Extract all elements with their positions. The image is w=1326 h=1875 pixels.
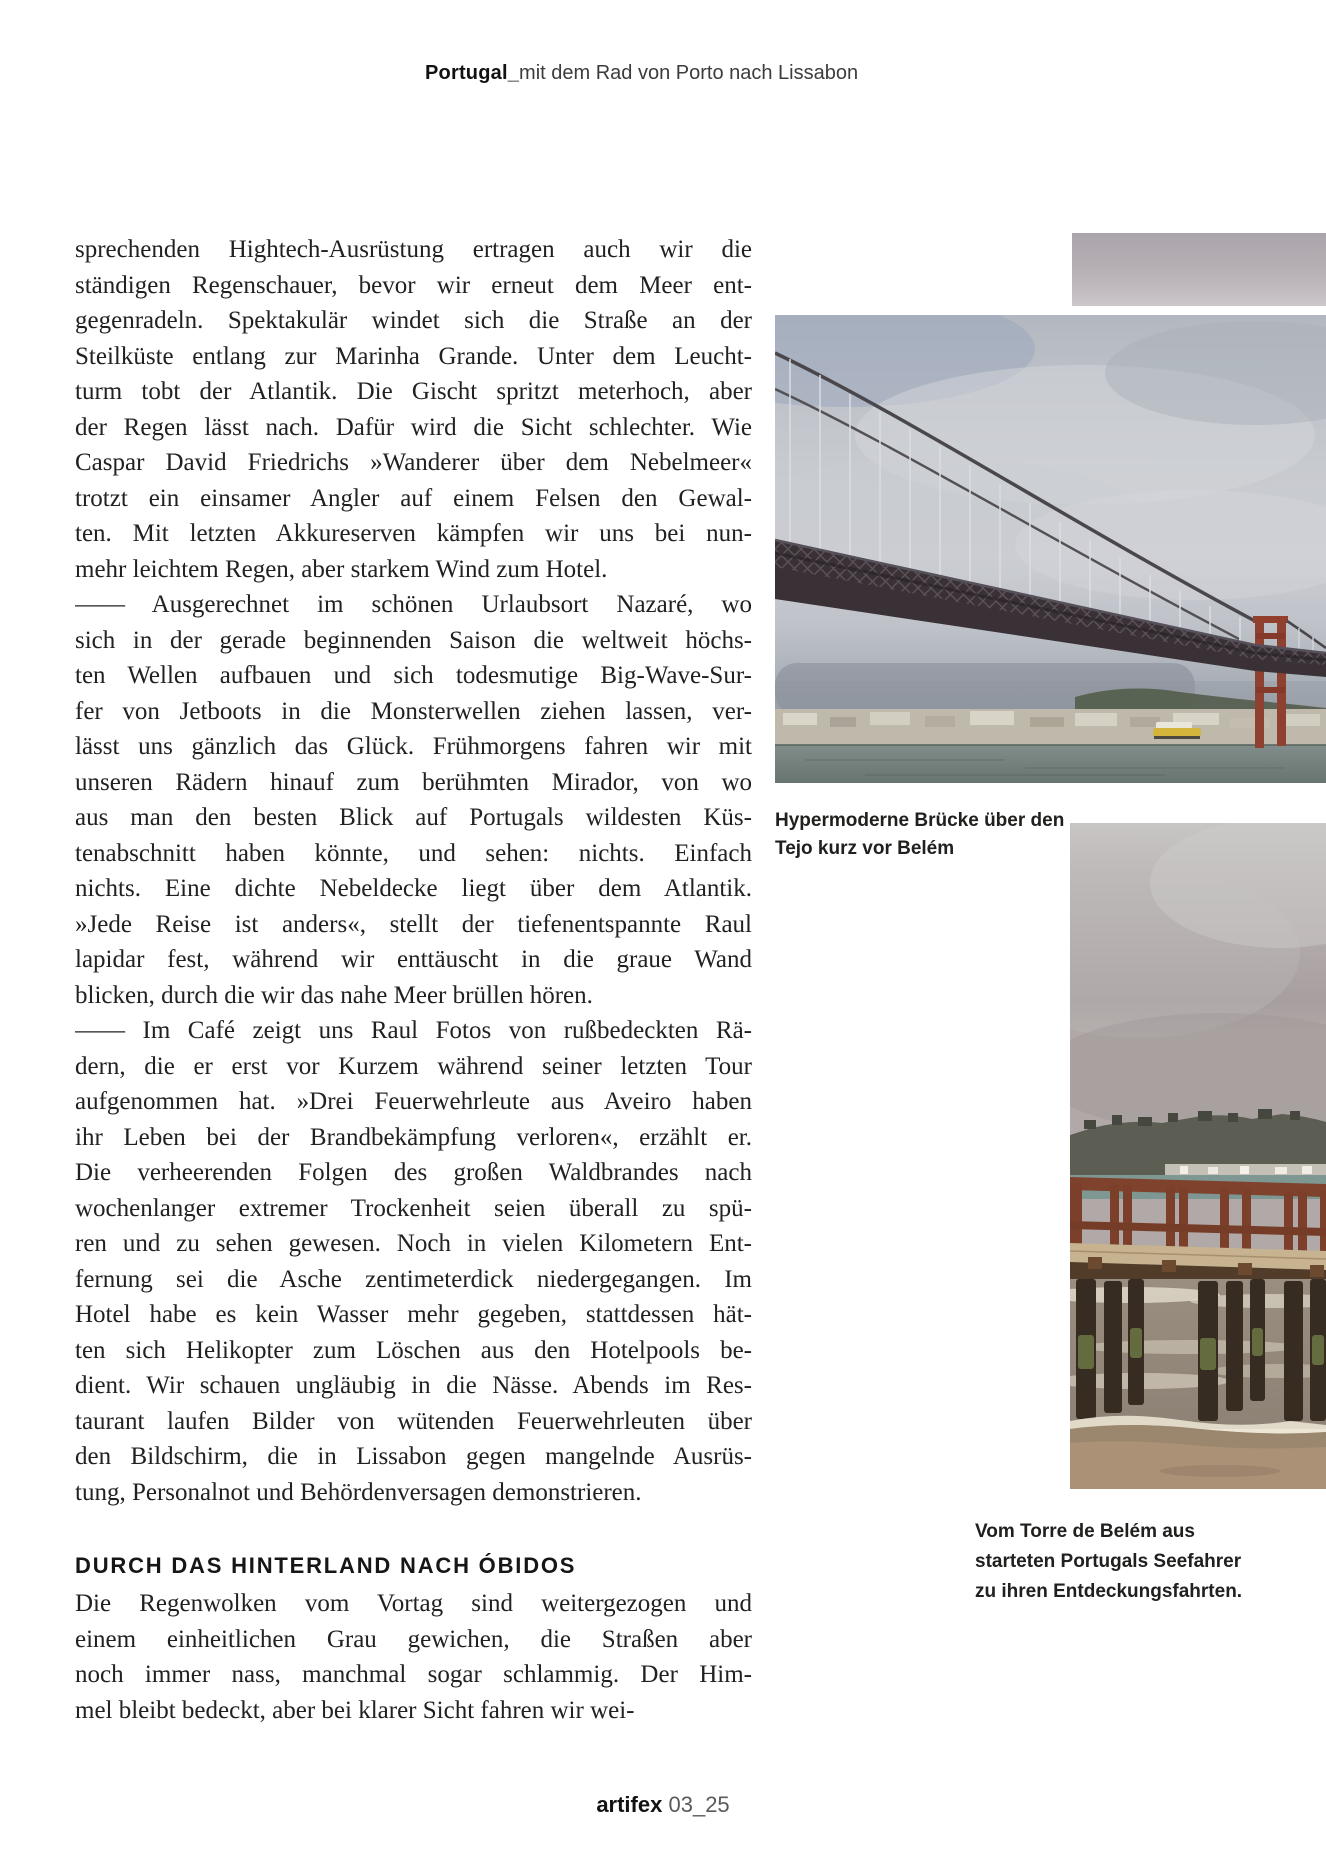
- text-line: wochenlanger extremer Trockenheit seien überall zu spü-: [75, 1194, 752, 1222]
- text-line: lapidar fest, während wir enttäuscht in die graue Wand: [75, 946, 752, 973]
- bridge-photo-illustration: [775, 315, 1326, 783]
- pier-photo: [1070, 823, 1326, 1489]
- text-line: Caspar David Friedrichs »Wanderer über dem Nebelmeer«: [75, 449, 752, 476]
- magazine-title: artifex: [596, 1792, 663, 1817]
- running-head-topic: Portugal_: [425, 62, 520, 84]
- text-line: einem einheitlichen Grau gewichen, die Straßen aber: [75, 1625, 752, 1653]
- text-line: taurant laufen Bilder von wütenden Feuerwehrleuten über: [75, 1407, 752, 1435]
- text-line: ren und zu sehen gewesen. Noch in vielen Kilometern Ent-: [75, 1230, 752, 1257]
- text-line: »Jede Reise ist anders«, stellt der tiefenentspannte Raul: [75, 910, 752, 938]
- text-line: lässt uns gänzlich das Glück. Frühmorgens fahren wir mit: [75, 733, 752, 760]
- text-line: tung, Personalnot und Behördenversagen demonstrieren.: [75, 1478, 642, 1506]
- text-line: trotzt ein einsamer Angler auf einem Felsen den Gewal-: [75, 484, 752, 512]
- text-line: Hypermoderne Brücke über den: [775, 810, 1065, 831]
- text-line: den Bildschirm, die in Lissabon gegen mangelnde Ausrüs-: [75, 1443, 752, 1470]
- text-line: der Regen lässt nach. Dafür wird die Sicht schlechter. Wie: [75, 413, 752, 441]
- paragraph: [75, 1013, 752, 1510]
- text-line: ihr Leben bei der Brandbekämpfung verloren«, erzählt er.: [75, 1123, 752, 1151]
- text-line: Tejo kurz vor Belém: [775, 838, 955, 859]
- text-line: sprechenden Hightech-Ausrüstung ertragen auch wir die: [75, 236, 752, 263]
- text-line: Die verheerenden Folgen des großen Waldbrandes nach: [75, 1159, 752, 1186]
- issue-number: 03_25: [668, 1792, 730, 1817]
- text-line: aufgenommen hat. »Drei Feuerwehrleute aus Aveiro haben: [75, 1088, 752, 1115]
- text-line: tenabschnitt haben könnte, und sehen: nichts. Einfach: [75, 839, 752, 867]
- paragraph: [75, 232, 752, 587]
- pier-caption: [975, 1517, 1275, 1607]
- text-line: aus man den besten Blick auf Portugals wildesten Küs-: [75, 804, 752, 831]
- text-line: unseren Rädern hinauf zum berühmten Mirador, von wo: [75, 768, 752, 796]
- text-line: blicken, durch die wir das nahe Meer brüllen hören.: [75, 981, 593, 1009]
- text-line: turm tobt der Atlantik. Die Gischt spritzt meterhoch, aber: [75, 378, 752, 405]
- text-line: fer von Jetboots in die Monsterwellen ziehen lassen, ver-: [75, 697, 752, 725]
- text-line: mehr leichtem Regen, aber starkem Wind zum Hotel.: [75, 555, 608, 583]
- running-head: [425, 62, 858, 85]
- text-line: ten Wellen aufbauen und sich todesmutige Big-Wave-Sur-: [75, 662, 752, 689]
- text-line: dient. Wir schauen ungläubig in die Nässe. Abends im Res-: [75, 1372, 752, 1399]
- text-line: —— Im Café zeigt uns Raul Fotos von rußbedeckten Rä-: [75, 1017, 752, 1044]
- pier-photo-illustration: [1070, 823, 1326, 1489]
- bridge-photo: [775, 315, 1326, 783]
- page-footer: [0, 1792, 1326, 1818]
- text-line: ten sich Helikopter zum Löschen aus den Hotelpools be-: [75, 1336, 752, 1364]
- text-line: starteten Portugals Seefahrer: [975, 1551, 1242, 1572]
- text-line: Hotel habe es kein Wasser mehr gegeben, stattdessen hät-: [75, 1301, 752, 1328]
- running-head-subtitle: mit dem Rad von Porto nach Lissabon: [519, 62, 859, 84]
- text-line: noch immer nass, manchmal sogar schlammig. Der Him-: [75, 1661, 752, 1688]
- section-heading: DURCH DAS HINTERLAND NACH ÓBIDOS: [75, 1553, 577, 1578]
- paragraph: [75, 1586, 752, 1728]
- text-line: nichts. Eine dichte Nebeldecke liegt über dem Atlantik.: [75, 875, 752, 902]
- text-line: dern, die er erst vor Kurzem während seiner letzten Tour: [75, 1052, 752, 1080]
- text-line: Steilküste entlang zur Marinha Grande. Unter dem Leucht-: [75, 342, 752, 370]
- text-line: Die Regenwolken vom Vortag sind weitergezogen und: [75, 1590, 752, 1617]
- photo-fragment-top: [1072, 233, 1326, 306]
- text-line: fernung sei die Asche zentimeterdick niedergegangen. Im: [75, 1265, 752, 1293]
- text-line: zu ihren Entdeckungsfahrten.: [975, 1581, 1243, 1602]
- bridge-caption: [775, 807, 1105, 863]
- text-line: ten. Mit letzten Akkureserven kämpfen wir uns bei nun-: [75, 520, 752, 547]
- text-line: mel bleibt bedeckt, aber bei klarer Sicht fahren wir wei-: [75, 1696, 635, 1724]
- text-line: —— Ausgerechnet im schönen Urlaubsort Nazaré, wo: [75, 591, 752, 618]
- paragraph: [75, 587, 752, 1013]
- text-line: gegenradeln. Spektakulär windet sich die Straße an der: [75, 307, 752, 334]
- text-line: Vom Torre de Belém aus: [975, 1521, 1195, 1542]
- article-body: [75, 232, 752, 1728]
- text-line: sich in der gerade beginnenden Saison die weltweit höchs-: [75, 626, 752, 654]
- text-line: ständigen Regenschauer, bevor wir erneut dem Meer ent-: [75, 271, 752, 299]
